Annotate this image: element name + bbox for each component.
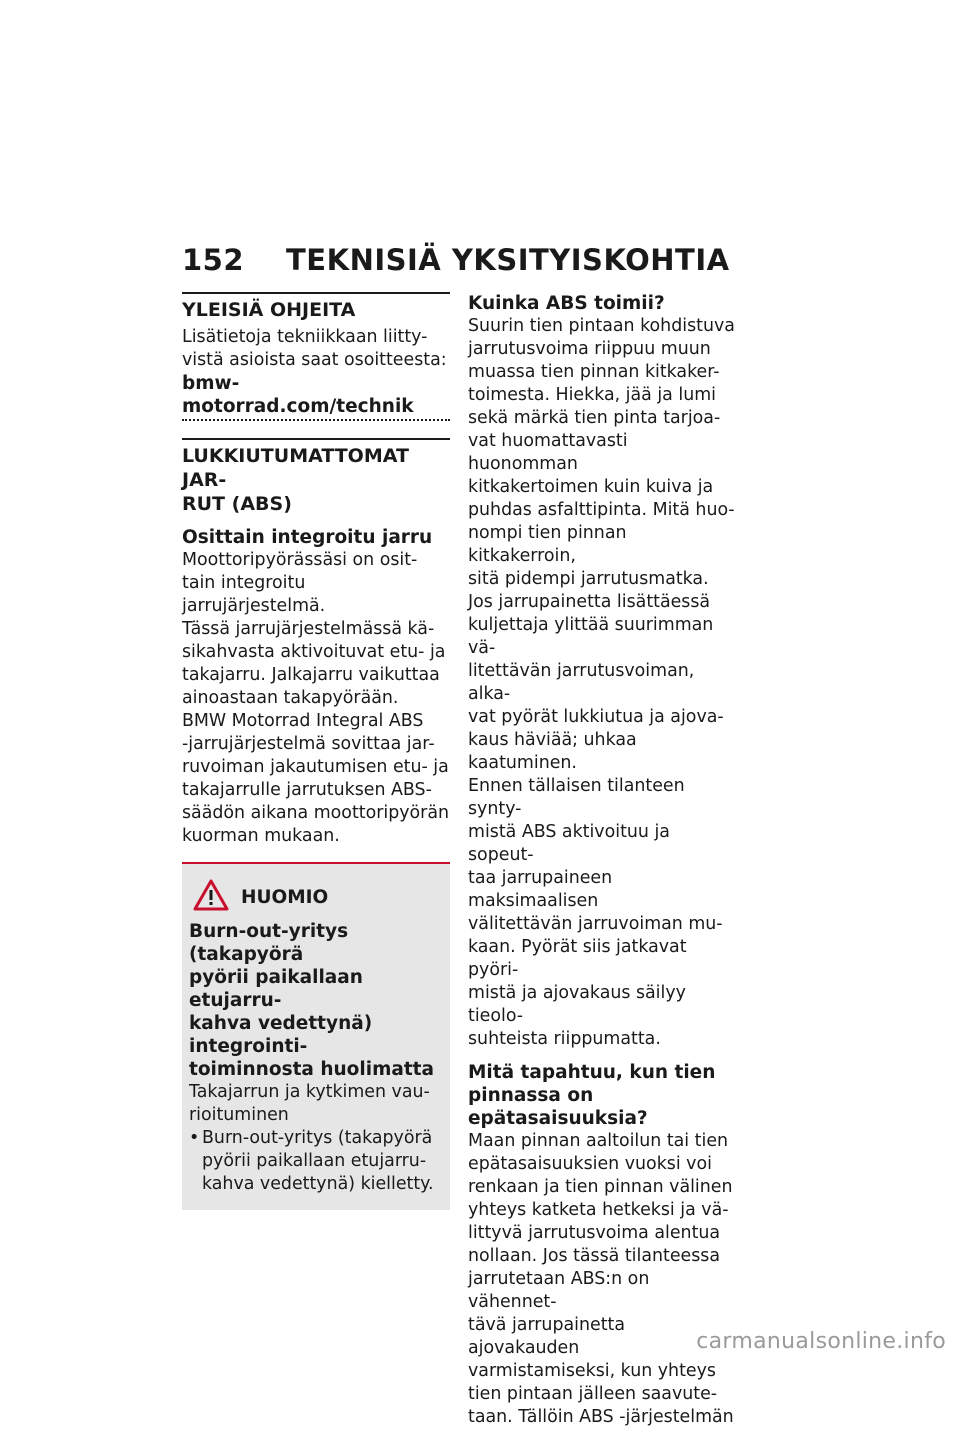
notice-label: HUOMIO — [241, 886, 329, 908]
abs-paragraph-1: Moottoripyörässäsi on osit- tain integroitu jarrujärjestelmä. Tässä jarrujärjestelmässä kä- sikahvasta aktivoituvat etu- ja takajarru. Jalkajarru vaikuttaa ainoastaan takapyörään. — [182, 550, 446, 708]
notice-heading: Burn-out-yritys (takapyörä pyörii paikallaan etujarru- kahva vedettynä) integrointi- toiminnosta huolimatta — [189, 921, 435, 1080]
abs-sub-title: Osittain integroitu jarru — [182, 527, 433, 548]
chapter-title: TEKNISIÄ YKSITYISKOHTIA — [286, 243, 730, 277]
notice-bullet — [189, 1127, 442, 1196]
notice-consequence: Takajarrun ja kytkimen vau- rioituminen — [189, 1082, 430, 1125]
watermark: carmanualsonline.info — [696, 1329, 946, 1354]
q2-title: Mitä tapahtuu, kun tien pinnassa on epätasaisuuksia? — [468, 1062, 716, 1129]
bullet-icon: • — [189, 1128, 200, 1148]
warning-notice — [182, 862, 450, 1210]
notice-bullet-text: Burn-out-yritys (takapyörä pyörii paikallaan etujarru- kahva vedettynä) kielletty. — [202, 1128, 434, 1194]
q1-paragraph-1: Suurin tien pintaan kohdistuva jarrutusvoima riippuu muun muassa tien pinnan kitkaker- toimesta. Hiekka, jää ja lumi sekä märkä tien pinta tarjoa- vat huomattavasti huonomman kitkakertoimen kuin kuiva ja puhdas asfalttipinta. Mitä huo- nompi tien pinnan kitkakerroin, sitä pidempi jarrutusmatka. — [468, 316, 735, 589]
abs-section-title: LUKKIUTUMATTOMAT JAR- RUT (ABS) — [182, 445, 409, 515]
general-section-title: YLEISIÄ OHJEITA — [182, 299, 356, 321]
notice-header — [193, 878, 442, 916]
general-text: Lisätietoja tekniikkaan liitty- vistä asioista saat osoitteesta: — [182, 327, 447, 370]
page-header — [182, 243, 730, 277]
technik-link[interactable]: bmw-motorrad.com/technik — [182, 372, 450, 421]
q1-title: Kuinka ABS toimii? — [468, 293, 665, 314]
left-column — [182, 292, 450, 1210]
q2-paragraph: Maan pinnan aaltoilun tai tien epätasaisuuksien vuoksi voi renkaan ja tien pinnan välinen yhteys katketa hetkeksi ja vä- littyvä jarrutusvoima alentua nollaan. Jos tässä tilanteessa jarrutetaan ABS:n on vähennet- tävä jarrupainetta ajovakauden varmistamiseksi, kun yhteys tien pintaan jälleen saavute- taan. Tällöin ABS -järjestelmän — [468, 1131, 734, 1427]
q1-paragraph-2: Jos jarrupainetta lisättäessä kuljettaja ylittää suurimman vä- litettävän jarrutusvoiman, alka- vat pyörät lukkiutua ja ajova- kaus häviää; uhkaa kaatuminen. Ennen tällaisen tilanteen synty- mistä ABS aktivoituu ja sopeut- taa jarrupaineen maksimaalisen välitettävän jarruvoiman mu- kaan. Pyörät siis jatkavat pyöri- mistä ja ajovakaus säilyy tieolo- suhteista riippumatta. — [468, 592, 724, 1049]
warning-triangle-icon — [193, 879, 229, 915]
right-column — [468, 292, 736, 1429]
page-number: 152 — [182, 243, 245, 277]
abs-paragraph-2: BMW Motorrad Integral ABS -jarrujärjestelmä sovittaa jar- ruvoiman jakautumisen etu- ja takajarrulle jarrutuksen ABS- säädön aikana moottoripyörän kuorman mukaan. — [182, 711, 449, 846]
